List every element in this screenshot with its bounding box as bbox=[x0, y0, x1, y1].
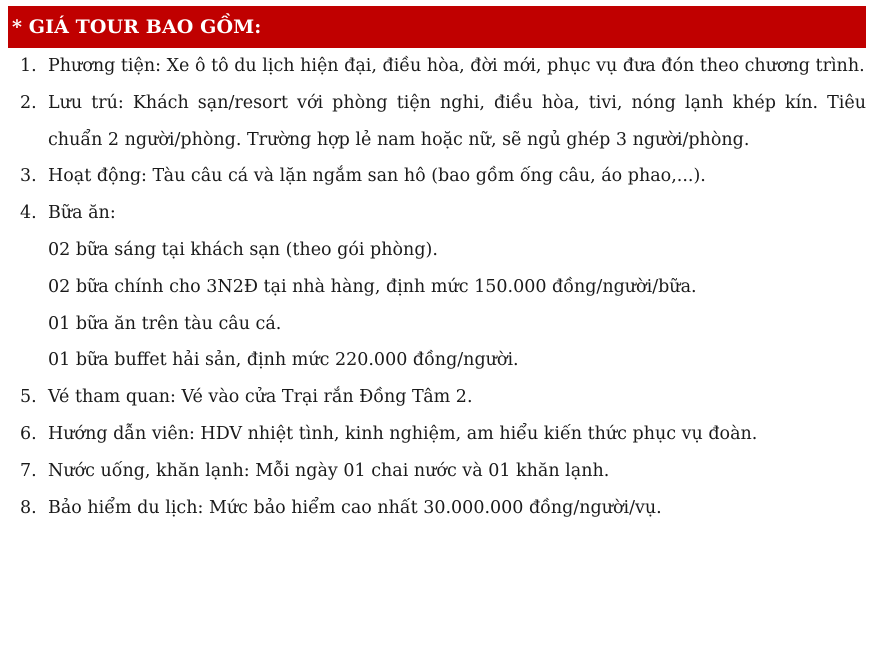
item-number: 7. bbox=[20, 460, 37, 481]
list-item bbox=[0, 48, 882, 85]
item-number: 2. bbox=[20, 92, 37, 113]
item-number: 4. bbox=[20, 203, 37, 224]
meal-sub-item: 01 bữa ăn trên tàu câu cá. bbox=[48, 313, 282, 334]
meal-sub-item: 01 bữa buffet hải sản, định mức 220.000 đồng/người. bbox=[48, 350, 519, 371]
item-text: Bữa ăn: bbox=[48, 203, 116, 224]
item-text: Vé tham quan: Vé vào cửa Trại rắn Đồng Tâm 2. bbox=[48, 387, 473, 408]
meal-sub-item: 02 bữa sáng tại khách sạn (theo gói phòng). bbox=[48, 239, 438, 260]
item-text: Hướng dẫn viên: HDV nhiệt tình, kinh nghiệm, am hiểu kiến thức phục vụ đoàn. bbox=[48, 423, 758, 444]
item-number: 1. bbox=[20, 56, 37, 76]
section-title: * GIÁ TOUR BAO GỒM: bbox=[12, 16, 262, 38]
meal-sub-item: 02 bữa chính cho 3N2Đ tại nhà hàng, định mức 150.000 đồng/người/bữa. bbox=[48, 276, 697, 297]
item-number: 8. bbox=[20, 497, 37, 518]
list-item bbox=[0, 379, 882, 416]
list-item bbox=[0, 416, 882, 453]
item-text: Bảo hiểm du lịch: Mức bảo hiểm cao nhất 30.000.000 đồng/người/vụ. bbox=[48, 497, 662, 518]
list-item bbox=[0, 453, 882, 490]
list-item bbox=[0, 490, 882, 527]
list-item bbox=[0, 195, 882, 379]
item-number: 3. bbox=[20, 166, 37, 187]
item-text: Phương tiện: Xe ô tô du lịch hiện đại, điều hòa, đời mới, phục vụ đưa đón theo chương trình. bbox=[48, 56, 865, 76]
list-item bbox=[0, 85, 882, 159]
item-text: Nước uống, khăn lạnh: Mỗi ngày 01 chai nước và 01 khăn lạnh. bbox=[48, 460, 610, 481]
item-number: 6. bbox=[20, 423, 37, 444]
list-item bbox=[0, 158, 882, 195]
item-number: 5. bbox=[20, 387, 37, 408]
item-text: Lưu trú: Khách sạn/resort với phòng tiện nghi, điều hòa, tivi, nóng lạnh khép kín. Tiêu chuẩn 2 người/phòng. Trường hợp lẻ nam hoặc nữ, sẽ ngủ ghép 3 người/phòng. bbox=[48, 92, 866, 150]
section-header bbox=[8, 6, 866, 48]
included-items-list bbox=[0, 48, 882, 526]
item-text: Hoạt động: Tàu câu cá và lặn ngắm san hô (bao gồm ống câu, áo phao,...). bbox=[48, 166, 706, 187]
